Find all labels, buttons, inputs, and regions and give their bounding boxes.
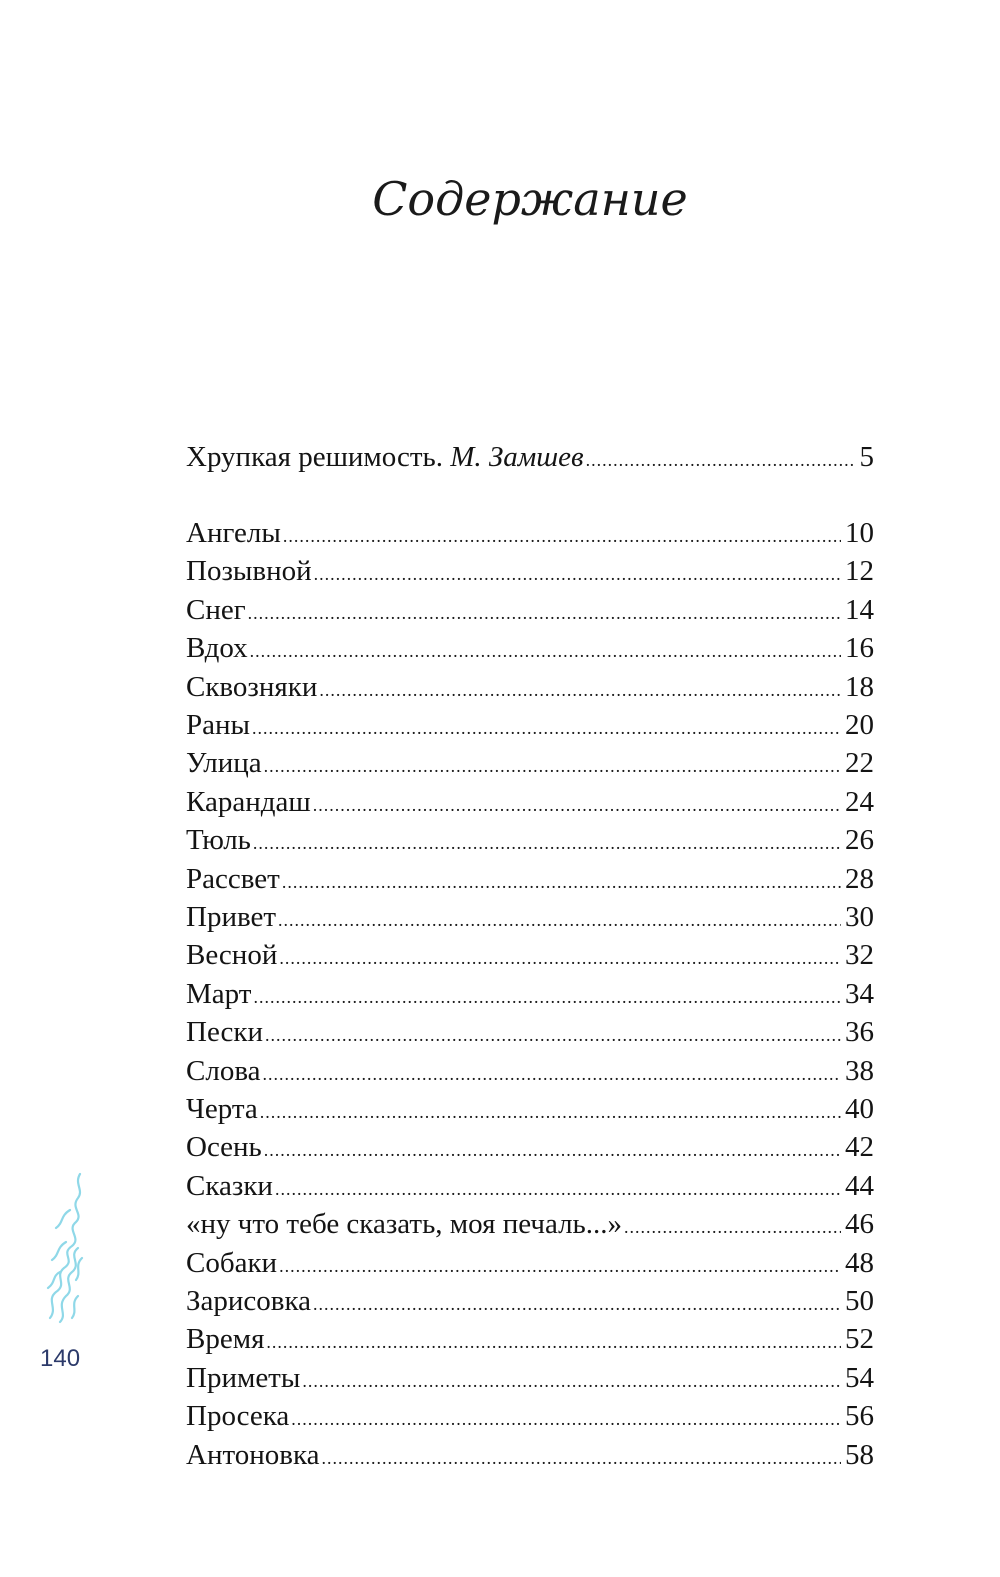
toc-entry-page: 34 <box>845 978 874 1010</box>
toc-leader-dots <box>279 1247 841 1285</box>
toc-entry-row <box>186 1320 874 1358</box>
page-title: Содержание <box>372 172 688 226</box>
handwritten-scribble-icon <box>42 1168 88 1328</box>
toc-entry-page: 12 <box>845 555 874 587</box>
toc-leader-dots <box>319 671 841 709</box>
toc-leader-dots <box>586 441 856 479</box>
page-number: 140 <box>40 1345 81 1372</box>
toc-leader-dots <box>322 1439 842 1477</box>
toc-entry-row <box>186 591 874 629</box>
toc-leader-dots <box>313 786 841 824</box>
toc-entry-row <box>186 514 874 552</box>
toc-entry-page: 30 <box>845 901 874 933</box>
toc-entry-page: 44 <box>845 1170 874 1202</box>
toc-leader-dots <box>265 1016 841 1054</box>
toc-entry-row <box>186 975 874 1013</box>
toc-entry-title: Слова <box>186 1055 261 1087</box>
toc-entry-title: Март <box>186 978 252 1010</box>
toc-entry-page: 56 <box>845 1400 874 1432</box>
toc-entry-title: Рассвет <box>186 863 280 895</box>
toc-entry-page: 10 <box>845 517 874 549</box>
toc-entry-row <box>186 1244 874 1282</box>
toc-entry-title: Тюль <box>186 824 251 856</box>
toc-entry-page: 42 <box>845 1131 874 1163</box>
toc-entry-page: 38 <box>845 1055 874 1087</box>
toc-entry-row <box>186 668 874 706</box>
toc-entry-title: Черта <box>186 1093 258 1125</box>
toc-entry-page: 14 <box>845 594 874 626</box>
toc-preface-title <box>186 438 584 476</box>
toc-leader-dots <box>279 939 841 977</box>
toc-entry-page: 52 <box>845 1323 874 1355</box>
toc-entry-page: 54 <box>845 1362 874 1394</box>
toc-leader-dots <box>302 1362 841 1400</box>
toc-entry-title: Сквозняки <box>186 671 318 703</box>
toc-entry-row <box>186 1167 874 1205</box>
toc-leader-dots <box>282 863 841 901</box>
toc-entry-page: 20 <box>845 709 874 741</box>
toc-entry-title: Раны <box>186 709 251 741</box>
toc-leader-dots <box>624 1208 841 1246</box>
preface-author: М. Замшев <box>450 441 584 473</box>
toc-entry-row <box>186 552 874 590</box>
toc-entry-title: Ангелы <box>186 517 281 549</box>
toc-leader-dots <box>283 517 841 555</box>
toc-entry-page: 22 <box>845 747 874 779</box>
toc-entry-page: 36 <box>845 1016 874 1048</box>
toc-leader-dots <box>253 824 841 862</box>
toc-entry-title: Позывной <box>186 555 312 587</box>
toc-entry-page: 40 <box>845 1093 874 1125</box>
toc-entry-title: Сказки <box>186 1170 273 1202</box>
toc-entry-title: Привет <box>186 901 277 933</box>
toc-entry-page: 46 <box>845 1208 874 1240</box>
toc-leader-dots <box>250 632 841 670</box>
toc-leader-dots <box>264 747 841 785</box>
toc-entry-title: Снег <box>186 594 246 626</box>
toc-leader-dots <box>275 1170 841 1208</box>
toc-entry-row <box>186 1052 874 1090</box>
toc-entry-row <box>186 1128 874 1166</box>
toc-leader-dots <box>313 1285 841 1323</box>
toc-entry-page: 16 <box>845 632 874 664</box>
toc-entry-page: 48 <box>845 1247 874 1279</box>
toc-entry-row <box>186 898 874 936</box>
toc-entry-row <box>186 1282 874 1320</box>
toc-leader-dots <box>248 594 841 632</box>
toc-entry-row <box>186 1013 874 1051</box>
toc-leader-dots <box>263 1055 842 1093</box>
toc-entry-row <box>186 821 874 859</box>
toc-entry-page: 50 <box>845 1285 874 1317</box>
toc-entry-page: 58 <box>845 1439 874 1471</box>
toc-entry-row <box>186 1205 874 1243</box>
toc-entry-title: Улица <box>186 747 262 779</box>
toc-entry-title: Зарисовка <box>186 1285 312 1317</box>
toc-preface-page: 5 <box>859 441 874 473</box>
toc-leader-dots <box>253 978 841 1016</box>
toc-entry-row <box>186 1090 874 1128</box>
preface-title-text: Хрупкая решимость. <box>186 441 444 473</box>
toc-entry-row <box>186 1359 874 1397</box>
toc-entry-title: Весной <box>186 939 278 971</box>
toc-entry-title: Карандаш <box>186 786 311 818</box>
toc-entry-page: 32 <box>845 939 874 971</box>
toc-leader-dots <box>266 1323 841 1361</box>
toc-entry-page: 28 <box>845 863 874 895</box>
toc-leader-dots <box>264 1131 841 1169</box>
toc-entry-title: Просека <box>186 1400 290 1432</box>
toc-entry-title: Вдох <box>186 632 248 664</box>
toc-entry-title: Осень <box>186 1131 262 1163</box>
toc-entry-page: 24 <box>845 786 874 818</box>
toc-leader-dots <box>252 709 841 747</box>
toc-entry-row <box>186 744 874 782</box>
toc-entry-row <box>186 1397 874 1435</box>
toc-entry-row <box>186 936 874 974</box>
toc-entry-title: Время <box>186 1323 265 1355</box>
toc-leader-dots <box>314 555 841 593</box>
toc-preface-row <box>186 438 874 476</box>
toc-entry-row <box>186 629 874 667</box>
toc-leader-dots <box>291 1400 841 1438</box>
toc-entry-title: Приметы <box>186 1362 301 1394</box>
toc-entry-title: «ну что тебе сказать, моя печаль...» <box>186 1208 623 1240</box>
toc-entry-row <box>186 783 874 821</box>
toc-entry-row <box>186 706 874 744</box>
toc-entry-title: Собаки <box>186 1247 278 1279</box>
toc-entry-page: 18 <box>845 671 874 703</box>
toc-entry-page: 26 <box>845 824 874 856</box>
toc-leader-dots <box>260 1093 841 1131</box>
toc-entry-row <box>186 860 874 898</box>
toc-leader-dots <box>278 901 841 939</box>
toc-entry-row <box>186 1436 874 1474</box>
toc-entry-title: Пески <box>186 1016 264 1048</box>
toc-entry-title: Антоновка <box>186 1439 320 1471</box>
